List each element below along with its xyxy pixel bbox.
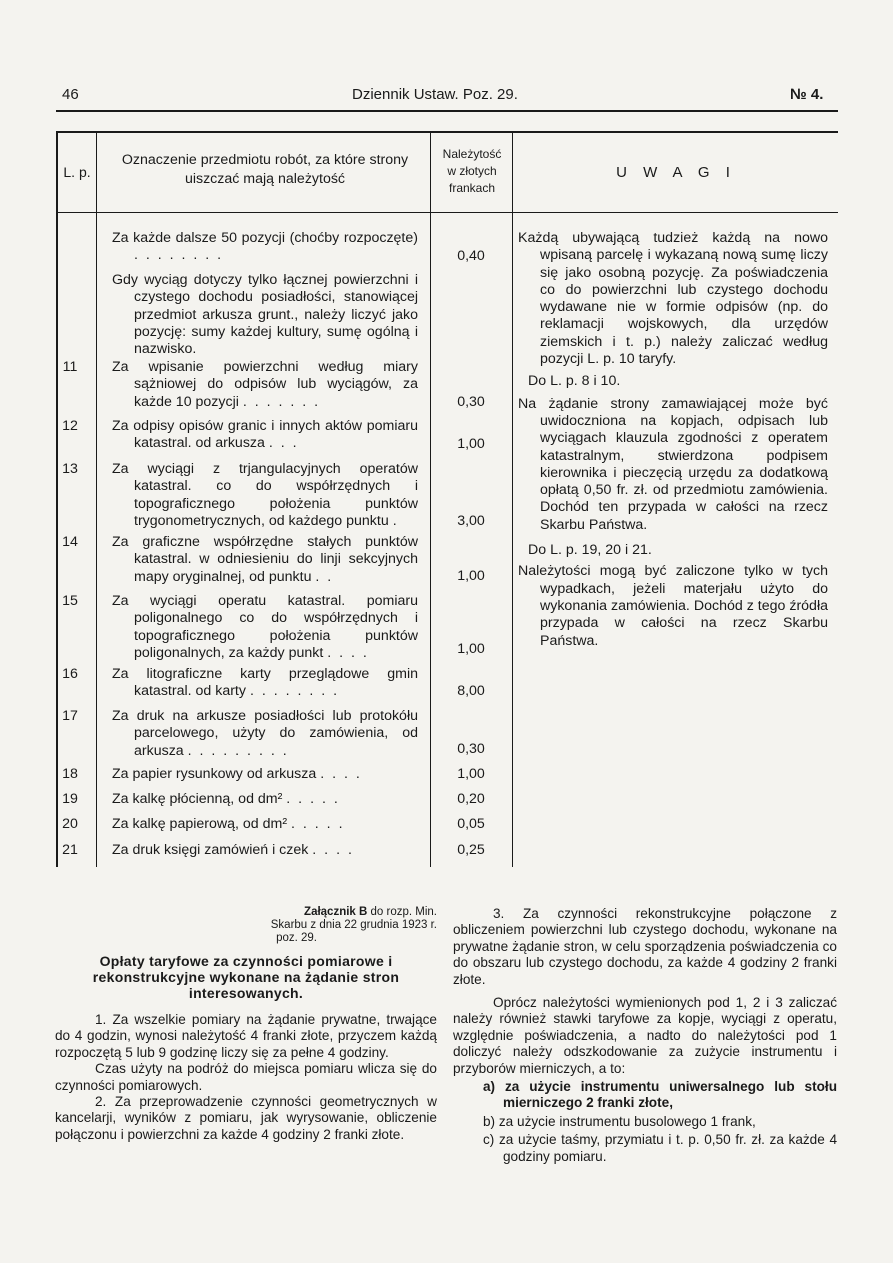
row-desc: Za każde dalsze 50 pozycji (choćby rozpoczęte) . . . . . . . .: [112, 230, 418, 264]
row-desc: Za wpisanie powierzchni według miary sążniowej do odpisów lub wyciągów, za każde 10 pozycji . . . . . . .: [112, 359, 418, 410]
row-desc: Za graficzne współrzędne stałych punktów katastral. w odniesieniu do linji sekcyjnych mapy oryginalnej, od punktu . .: [112, 534, 418, 585]
col-header-amount-line3: frankach: [448, 181, 496, 195]
row-desc: Za papier rysunkowy od arkusza . . . .: [112, 766, 362, 782]
row-amount: 0,30: [457, 741, 485, 757]
row-amount: 0,40: [457, 248, 485, 264]
issue-number: № 4.: [790, 86, 824, 103]
item-text: za użycie instrumentu busolowego 1 frank,: [498, 1113, 756, 1129]
row-desc: Za kalkę płócienną, od dm² . . . . .: [112, 791, 340, 807]
row-desc: Gdy wyciąg dotyczy tylko łącznej powierzchni i czystego dochodu posiadłości, stanowiącej przedmiot arkusza grunt., należy liczyć jako pozycję: sumy każdej kultury, sumę ogólną i nazwisko.: [112, 272, 418, 358]
row-lp: 13: [62, 461, 78, 477]
item-label: b): [483, 1113, 496, 1129]
paragraph: 3. Za czynności rekonstrukcyjne połączone z obliczeniem powierzchni lub czystego dochodu, wykonane na prywatne żądanie stron, w celu sporządzenia poświadczenia co do obszaru lub czystego dochodu, za każde 4 godziny 2 franki złote.: [453, 906, 837, 987]
right-column: [453, 906, 837, 1165]
row-amount: 3,00: [457, 513, 485, 529]
col-header-desc: Oznaczenie przedmiotu robót, za które strony uiszczać mają należytość: [121, 152, 409, 187]
journal-title: Dziennik Ustaw. Poz. 29.: [352, 86, 518, 103]
annex-line3: poz. 29.: [276, 932, 317, 944]
row-amount: 0,30: [457, 394, 485, 410]
row-lp: 14: [62, 534, 78, 550]
item-label: a): [483, 1079, 496, 1095]
col-header-amount-line2: w złotych: [447, 164, 497, 178]
section-heading: Opłaty taryfowe za czynności pomiarowe i rekonstrukcyjne wykonane na żądanie stron interesowanych.: [92, 953, 400, 1001]
row-desc: Za litograficzne karty przeglądowe gmin katastral. od karty . . . . . . . .: [112, 666, 418, 700]
row-lp: 19: [62, 791, 78, 807]
list-item: [453, 1079, 837, 1112]
table-divider-lp: [96, 131, 97, 867]
table-divider-amount: [512, 131, 513, 867]
row-desc: Za kalkę papierową, od dm² . . . . .: [112, 816, 345, 832]
list-item: [453, 1114, 837, 1130]
item-text: za użycie instrumentu uniwersalnego lub stołu mierniczego 2 franki złote,: [503, 1079, 837, 1111]
header-rule: [56, 110, 838, 112]
row-amount: 1,00: [457, 641, 485, 657]
item-label: c): [483, 1132, 495, 1148]
table-divider-desc: [430, 131, 431, 867]
row-desc: Za wyciągi z trjangulacyjnych operatów katastral. co do współrzędnych i topograficznego położenia punktów trygonometrycznych, od każdego punktu .: [112, 461, 418, 529]
col-header-amount: [432, 146, 512, 197]
col-header-notes: U W A G I: [616, 164, 736, 181]
note-heading: Do L. p. 19, 20 i 21.: [528, 542, 652, 559]
row-desc: Za wyciągi operatu katastral. pomiaru poligonalnego co do współrzędnych i topograficznego położenia punktów poligonalnych, za każdy punkt . . . .: [112, 593, 418, 661]
row-lp: 20: [62, 816, 78, 832]
row-amount: 0,25: [457, 842, 485, 858]
page-number: 46: [62, 86, 79, 103]
paragraph: 2. Za przeprowadzenie czynności geometrycznych w kancelarji, wyników z pomiaru, jak wyrysowanie, obliczenie połączonu i powierzchni za każde 4 godziny 2 franki złote.: [55, 1094, 437, 1142]
table-top-rule: [56, 131, 838, 133]
row-desc: Za odpisy opisów granic i innych aktów pomiaru katastral. od arkusza . . .: [112, 418, 418, 452]
row-lp: 16: [62, 666, 78, 682]
row-amount: 0,20: [457, 791, 485, 807]
row-lp: 17: [62, 708, 78, 724]
col-header-lp: L. p.: [63, 164, 91, 180]
paragraph: Oprócz należytości wymienionych pod 1, 2 i 3 zaliczać należy również stawki taryfowe za kopje, wyciągi z operatu, względnie poświadczenia, a nadto do należytości pod 1 doliczyć należy odszkodowanie za zużycie instrumentu i przyborów mierniczych, a to:: [453, 995, 837, 1076]
row-amount: 1,00: [457, 568, 485, 584]
note-heading: Do L. p. 8 i 10.: [528, 373, 621, 390]
list-item: [453, 1132, 837, 1165]
table-left-rule: [56, 131, 58, 867]
row-desc: Za druk na arkusze posiadłości lub protokółu parcelowego, użyty do zamówienia, od arkusza . . . . . . . . .: [112, 708, 418, 759]
row-lp: 12: [62, 418, 78, 434]
row-lp: 21: [62, 842, 78, 858]
annex-reference: [55, 906, 437, 945]
row-lp: 18: [62, 766, 78, 782]
note-paragraph: Na żądanie strony zamawiającej może być uwidoczniona na kopjach, odpisach lub wyciągach klauzula zgodności z operatem katastralnym, stwierdzona podpisem kierownika i pieczęcią urzędu za dodatkową opłatą 0,50 fr. zł. od przedmiotu zamówienia. Dochód ten przypada w całości na rzecz Skarbu Państwa.: [518, 395, 828, 533]
paragraph: Czas użyty na podróż do miejsca pomiaru wlicza się do czynności pomiarowych.: [55, 1061, 437, 1093]
table-header-rule: [56, 212, 838, 213]
annex-line1: do rozp. Min.: [367, 906, 437, 918]
note-paragraph: Należytości mogą być zaliczone tylko w tych wypadkach, jeżeli materjału użyto do wykonania zamówienia. Dochód z tego źródła przypada w całości na rzecz Skarbu Państwa.: [518, 563, 828, 649]
annex-line2: Skarbu z dnia 22 grudnia 1923 r.: [270, 919, 437, 931]
row-lp: 15: [62, 593, 78, 609]
left-column: [55, 906, 437, 1143]
paragraph: 1. Za wszelkie pomiary na żądanie prywatne, trwające do 4 godzin, wynosi należytość 4 franki złote, przyczem każdą rozpoczętą 5 lub 9 godzinę liczy się za pełne 4 godziny.: [55, 1012, 437, 1060]
notes-column: [518, 230, 828, 650]
row-lp: 11: [62, 359, 78, 375]
row-amount: 8,00: [457, 683, 485, 699]
col-header-amount-line1: Należytość: [442, 147, 502, 161]
note-paragraph: Każdą ubywającą tudzież każdą na nowo wpisaną parcelę i wykazaną nową sumę liczy się jako osobną pozycję. Za poświadczenia co do powierzchni lub czystego dochodu wydawane nie w formie odpisów (np. do reklamacji wojskowych, dla urzędów ziemskich i t. p.) należy zaliczać według pozycji L. p. 10 taryfy.: [518, 230, 828, 368]
annex-label: Załącznik B: [304, 906, 368, 918]
row-amount: 1,00: [457, 766, 485, 782]
row-desc: Za druk księgi zamówień i czek . . . .: [112, 842, 354, 858]
row-amount: 0,05: [457, 816, 485, 832]
item-text: za użycie taśmy, przymiatu i t. p. 0,50 fr. zł. za każde 4 godziny pomiaru.: [498, 1132, 838, 1164]
row-amount: 1,00: [457, 436, 485, 452]
